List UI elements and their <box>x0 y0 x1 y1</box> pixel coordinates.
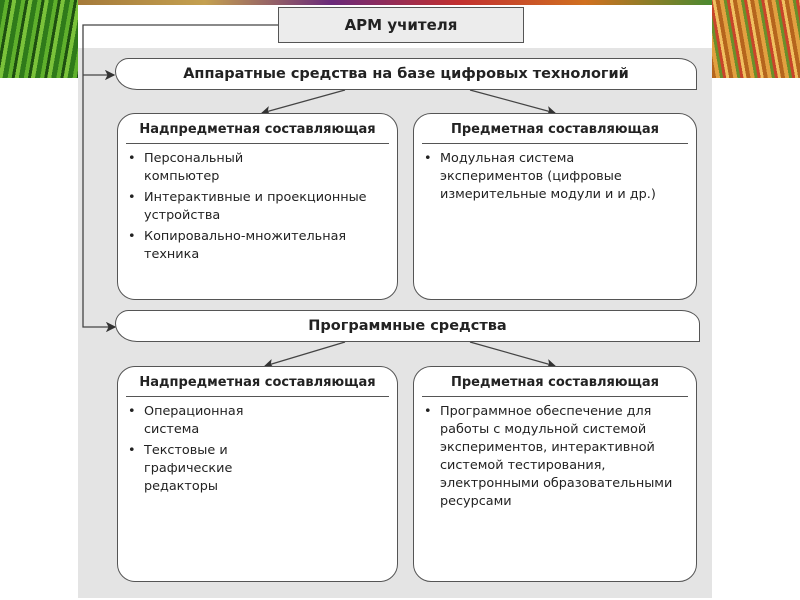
box-header: Надпредметная составляющая <box>126 367 389 397</box>
list-item: • Интерактивные и проекционные устройства <box>144 189 374 225</box>
arrow-hw-right <box>470 90 555 113</box>
arrow-sw-left <box>265 342 345 366</box>
hardware-subject-box <box>413 113 697 300</box>
list-item: • Операционная система <box>144 403 274 439</box>
arrow-hw-left <box>262 90 345 113</box>
list-item: • Текстовые и графические редакторы <box>144 442 274 496</box>
box-header: Надпредметная составляющая <box>126 114 389 144</box>
hardware-general-box <box>117 113 398 300</box>
software-subject-box <box>413 366 697 582</box>
arrow-sw-right <box>470 342 555 366</box>
diagram-title: АРМ учителя <box>278 7 524 43</box>
list-item: • Модульная система экспериментов (цифровые измерительные модули и и др.) <box>440 150 680 204</box>
list-item: • Копировально-множительная техника <box>144 228 389 264</box>
box-header: Предметная составляющая <box>422 367 688 397</box>
box-header: Предметная составляющая <box>422 114 688 144</box>
list-item: • Программное обеспечение для работы с модульной системой экспериментов, интерактивной системой тестирования, электронными образовательными ресурсами <box>440 403 690 511</box>
list-item: • Персональный компьютер <box>144 150 284 186</box>
hardware-banner: Аппаратные средства на базе цифровых технологий <box>115 58 697 90</box>
software-general-box <box>117 366 398 582</box>
software-banner: Программные средства <box>115 310 700 342</box>
